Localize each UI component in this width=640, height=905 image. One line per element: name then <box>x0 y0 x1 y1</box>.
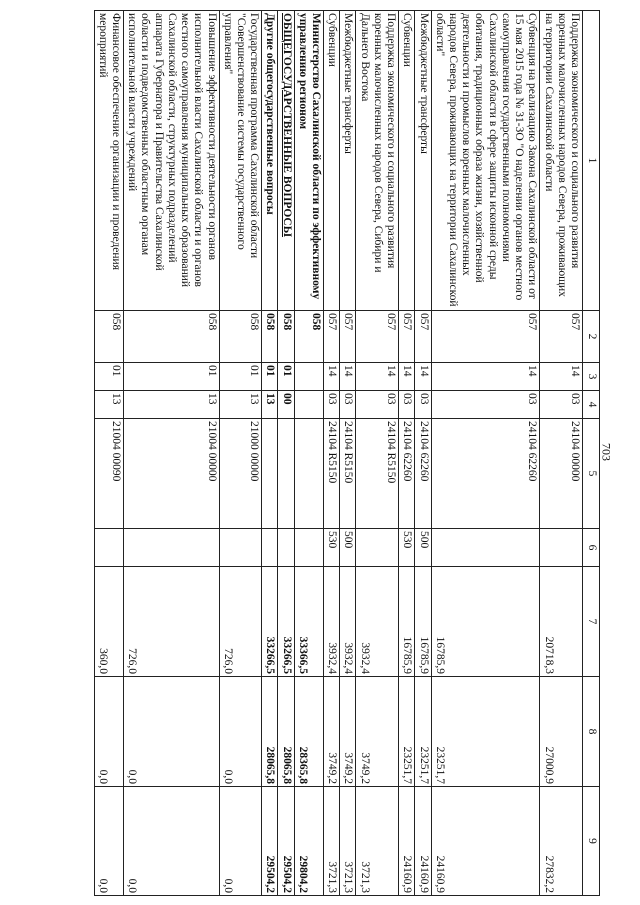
row-value-cell: 360,0 <box>94 567 123 677</box>
row-value-cell: 24104 62260 <box>431 419 540 529</box>
row-value-cell: 14 <box>324 363 340 391</box>
row-value-cell: 0,0 <box>124 677 220 787</box>
row-value-cell: 057 <box>356 311 399 363</box>
row-value-cell: 057 <box>340 311 356 363</box>
table-row <box>415 11 431 896</box>
rotated-page <box>65 10 600 895</box>
row-value-cell: 23251,7 <box>431 677 540 787</box>
row-value-cell: 058 <box>94 311 123 363</box>
row-value-cell: 33266,5 <box>278 567 294 677</box>
row-value-cell: 3932,4 <box>324 567 340 677</box>
table-row <box>324 11 340 896</box>
row-value-cell: 0,0 <box>124 787 220 896</box>
row-value-cell <box>262 419 278 529</box>
row-value-cell: 13 <box>262 391 278 419</box>
row-value-cell: 28065,8 <box>278 677 294 787</box>
row-name-cell: Межбюджетные трансферты <box>415 11 431 311</box>
row-value-cell <box>94 529 123 567</box>
row-value-cell: 057 <box>415 311 431 363</box>
row-value-cell: 14 <box>340 363 356 391</box>
row-value-cell: 530 <box>399 529 415 567</box>
row-value-cell: 726,0 <box>124 567 220 677</box>
header-cell: 7 <box>583 567 600 677</box>
header-cell: 5 <box>583 419 600 529</box>
row-value-cell: 03 <box>356 391 399 419</box>
row-value-cell: 00 <box>278 391 294 419</box>
row-value-cell: 27832,2 <box>540 787 583 896</box>
row-value-cell: 16785,9 <box>399 567 415 677</box>
row-value-cell: 33266,5 <box>262 567 278 677</box>
row-value-cell: 058 <box>294 311 323 363</box>
row-value-cell: 3749,2 <box>356 677 399 787</box>
row-value-cell <box>278 419 294 529</box>
row-value-cell: 23251,7 <box>399 677 415 787</box>
row-value-cell: 28365,8 <box>294 677 323 787</box>
table-row <box>540 11 583 896</box>
row-name-cell: Министерство Сахалинской области по эффективному управлению регионом <box>294 11 323 311</box>
header-cell: 9 <box>583 787 600 896</box>
row-value-cell: 01 <box>262 363 278 391</box>
row-value-cell: 03 <box>415 391 431 419</box>
row-value-cell: 3721,3 <box>324 787 340 896</box>
row-name-cell: Субвенции <box>399 11 415 311</box>
row-value-cell: 01 <box>219 363 262 391</box>
row-name-cell: Субвенция на реализацию Закона Сахалинской области от 15 мая 2015 года № 31-ЗО "О наделении органов местного самоуправления государственными полномочиями Сахалинской области в сфере защиты исконной среды обитания, традиционных образа жизни, хозяйственной деятельности и промыслов коренных малочисленных народов Севера, проживающих на территории Сахалинской области" <box>431 11 540 311</box>
row-name-cell: Другие общегосударственные вопросы <box>262 11 278 311</box>
table-row <box>356 11 399 896</box>
header-row <box>583 11 600 896</box>
row-value-cell: 03 <box>340 391 356 419</box>
row-value-cell: 058 <box>262 311 278 363</box>
row-name-cell: Межбюджетные трансферты <box>340 11 356 311</box>
row-value-cell: 14 <box>415 363 431 391</box>
row-value-cell: 726,0 <box>219 567 262 677</box>
row-value-cell: 03 <box>540 391 583 419</box>
row-value-cell: 03 <box>431 391 540 419</box>
header-cell: 3 <box>583 363 600 391</box>
row-value-cell: 20718,3 <box>540 567 583 677</box>
table-row <box>431 11 540 896</box>
header-cell: 2 <box>583 311 600 363</box>
row-value-cell: 057 <box>399 311 415 363</box>
row-value-cell: 29804,2 <box>294 787 323 896</box>
row-name-cell: Государственная программа Сахалинской области "Совершенствование системы государственного управления" <box>219 11 262 311</box>
row-value-cell: 057 <box>540 311 583 363</box>
row-value-cell: 058 <box>124 311 220 363</box>
row-name-cell: Повышение эффективности деятельности органов исполнительной власти Сахалинской области и органов местного самоуправления муниципальных образований Сахалинской области, структурных подразделений аппарата Губернатора и Правительства Сахалинской области и подведомственных областным органам исполнительной власти учреждений <box>124 11 220 311</box>
table-row <box>294 11 323 896</box>
row-value-cell: 24160,9 <box>415 787 431 896</box>
row-value-cell: 01 <box>124 363 220 391</box>
table-row <box>124 11 220 896</box>
row-value-cell: 057 <box>431 311 540 363</box>
row-value-cell: 3721,3 <box>356 787 399 896</box>
row-value-cell: 058 <box>219 311 262 363</box>
row-value-cell <box>540 529 583 567</box>
row-value-cell <box>431 529 540 567</box>
row-value-cell: 24104 62260 <box>399 419 415 529</box>
table-row <box>399 11 415 896</box>
row-value-cell <box>124 529 220 567</box>
row-value-cell: 29504,2 <box>262 787 278 896</box>
row-value-cell: 0,0 <box>219 787 262 896</box>
row-value-cell: 24160,9 <box>399 787 415 896</box>
row-value-cell: 3932,4 <box>356 567 399 677</box>
row-value-cell: 3932,4 <box>340 567 356 677</box>
row-value-cell: 0,0 <box>94 787 123 896</box>
row-value-cell <box>219 529 262 567</box>
row-value-cell: 057 <box>324 311 340 363</box>
row-value-cell <box>356 529 399 567</box>
table-row <box>219 11 262 896</box>
row-name-cell: Субвенции <box>324 11 340 311</box>
row-value-cell: 500 <box>415 529 431 567</box>
row-value-cell: 24160,9 <box>431 787 540 896</box>
row-value-cell <box>294 363 323 391</box>
table-row <box>340 11 356 896</box>
page-number: 703 <box>599 443 614 461</box>
row-value-cell: 24104 R5150 <box>324 419 340 529</box>
row-value-cell: 03 <box>399 391 415 419</box>
row-value-cell <box>262 529 278 567</box>
header-cell: 1 <box>583 11 600 311</box>
row-value-cell: 530 <box>324 529 340 567</box>
row-value-cell: 24104 00000 <box>540 419 583 529</box>
row-value-cell: 13 <box>124 391 220 419</box>
row-value-cell: 23251,7 <box>415 677 431 787</box>
row-value-cell: 13 <box>219 391 262 419</box>
row-value-cell: 14 <box>356 363 399 391</box>
row-value-cell: 14 <box>399 363 415 391</box>
row-value-cell: 16785,9 <box>415 567 431 677</box>
budget-table <box>94 10 600 896</box>
row-value-cell: 13 <box>94 391 123 419</box>
row-name-cell: Финансовое обеспечение организации и проведения мероприятий <box>94 11 123 311</box>
row-value-cell: 16785,9 <box>431 567 540 677</box>
table-row <box>278 11 294 896</box>
row-value-cell: 3721,3 <box>340 787 356 896</box>
row-name-cell: Поддержка экономического и социального развития коренных малочисленных народов Севера, проживающих на территории Сахалинской области <box>540 11 583 311</box>
table-row <box>262 11 278 896</box>
row-value-cell <box>294 419 323 529</box>
row-value-cell: 21004 00000 <box>124 419 220 529</box>
row-value-cell: 24104 62260 <box>415 419 431 529</box>
row-value-cell: 27000,9 <box>540 677 583 787</box>
row-name-cell: ОБЩЕГОСУДАРСТВЕННЫЕ ВОПРОСЫ <box>278 11 294 311</box>
row-value-cell: 0,0 <box>219 677 262 787</box>
row-name-cell: Поддержка экономического и социального развития коренных малочисленных народов Севера, Сибири и Дальнего Востока <box>356 11 399 311</box>
row-value-cell: 21000 00000 <box>219 419 262 529</box>
row-value-cell: 01 <box>94 363 123 391</box>
row-value-cell: 21004 00090 <box>94 419 123 529</box>
row-value-cell: 058 <box>278 311 294 363</box>
row-value-cell: 3749,2 <box>324 677 340 787</box>
row-value-cell: 28065,8 <box>262 677 278 787</box>
row-value-cell: 3749,2 <box>340 677 356 787</box>
header-cell: 6 <box>583 529 600 567</box>
row-value-cell: 14 <box>431 363 540 391</box>
row-value-cell: 29504,2 <box>278 787 294 896</box>
table-row <box>94 11 123 896</box>
row-value-cell <box>294 391 323 419</box>
row-value-cell: 33366,5 <box>294 567 323 677</box>
row-value-cell <box>294 529 323 567</box>
row-value-cell: 24104 R5150 <box>340 419 356 529</box>
row-value-cell: 14 <box>540 363 583 391</box>
row-value-cell: 03 <box>324 391 340 419</box>
row-value-cell: 0,0 <box>94 677 123 787</box>
row-value-cell: 01 <box>278 363 294 391</box>
row-value-cell: 500 <box>340 529 356 567</box>
header-cell: 8 <box>583 677 600 787</box>
row-value-cell: 24104 R5150 <box>356 419 399 529</box>
row-value-cell <box>278 529 294 567</box>
header-cell: 4 <box>583 391 600 419</box>
